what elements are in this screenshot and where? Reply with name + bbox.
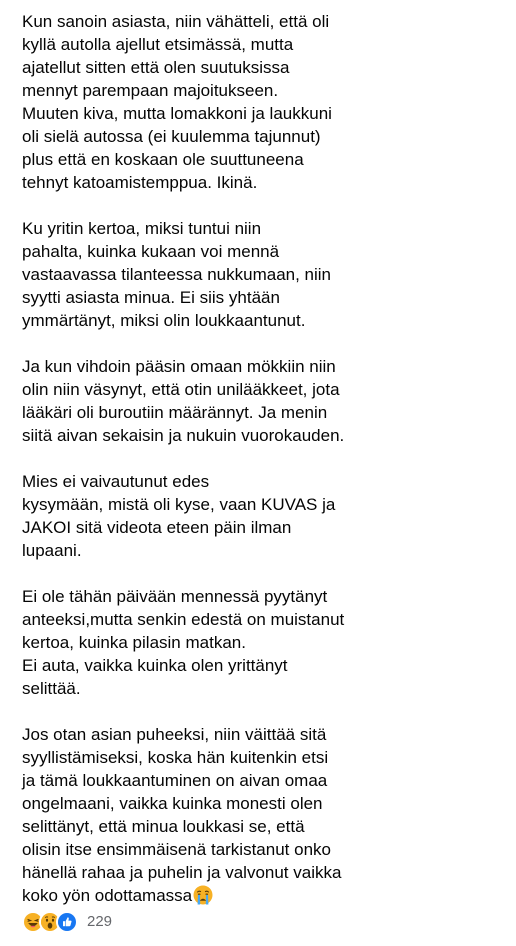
post-text-line: oli sielä autossa (ei kuulemma tajunnut): [22, 127, 321, 146]
post-paragraph: [22, 10, 502, 194]
post-text-line: Ei ole tähän päivään mennessä pyytänyt: [22, 587, 328, 606]
post-text-line: siitä aivan sekaisin ja nukuin vuorokauden.: [22, 426, 345, 445]
post-text-line: anteeksi,mutta senkin edestä on muistanut: [22, 610, 345, 629]
post-text-line: Ku yritin kertoa, miksi tuntui niin: [22, 219, 262, 238]
post-text-line: Jos otan asian puheeksi, niin väittää sitä: [22, 725, 327, 744]
post-text-line: ajatellut sitten että olen suutuksissa: [22, 58, 290, 77]
post-body: [22, 10, 502, 930]
post-paragraph: [22, 470, 502, 562]
post-text-line: lääkäri oli buroutiin määrännyt. Ja menin: [22, 403, 328, 422]
post-text-line: mennyt parempaan majoitukseen.: [22, 81, 279, 100]
post-text-line: Mies ei vaivautunut edes: [22, 472, 210, 491]
post-text-line: olin niin väsynyt, että otin unilääkkeet, jota: [22, 380, 340, 399]
post-paragraph: [22, 585, 502, 700]
reaction-count[interactable]: 229: [87, 913, 113, 930]
post-text-line: pahalta, kuinka kukaan voi mennä: [22, 242, 280, 261]
post-paragraph: [22, 723, 502, 907]
post-text-line: olisin itse ensimmäisenä tarkistanut onko: [22, 840, 331, 859]
crying-face-icon: [193, 885, 213, 905]
post-text-line: vastaavassa tilanteessa nukkumaan, niin: [22, 265, 332, 284]
post-text-line: syytti asiasta minua. Ei siis yhtään: [22, 288, 280, 307]
post-text-line: selittää.: [22, 679, 81, 698]
post-text-line: plus että en koskaan ole suuttuneena: [22, 150, 304, 169]
post-text-line: Ei auta, vaikka kuinka olen yrittänyt: [22, 656, 288, 675]
post-text-line: tehnyt katoamistemppua. Ikinä.: [22, 173, 258, 192]
like-reaction-icon[interactable]: [56, 911, 78, 933]
post-text-line: Ja kun vihdoin pääsin omaan mökkiin niin: [22, 357, 336, 376]
post-text-line: kyllä autolla ajellut etsimässä, mutta: [22, 35, 294, 54]
post-text-line: Kun sanoin asiasta, niin vähätteli, että oli: [22, 12, 330, 31]
post-text-line: Muuten kiva, mutta lomakkoni ja laukkuni: [22, 104, 332, 123]
post-text-line: hänellä rahaa ja puhelin ja valvonut vaikka: [22, 863, 342, 882]
post-paragraph: [22, 217, 502, 332]
post-paragraph: [22, 355, 502, 447]
post-text-line: lupaani.: [22, 541, 82, 560]
post-text-line: ongelmaani, vaikka kuinka monesti olen: [22, 794, 323, 813]
post-text-line: kertoa, kuinka pilasin matkan.: [22, 633, 246, 652]
post-text-line: kysymään, mistä oli kyse, vaan KUVAS ja: [22, 495, 336, 514]
post-text-line: ymmärtänyt, miksi olin loukkaantunut.: [22, 311, 306, 330]
post-text-line: koko yön odottamassa: [22, 884, 502, 907]
post-text-line: ja tämä loukkaantuminen on aivan omaa: [22, 771, 328, 790]
reactions-bar[interactable]: [22, 911, 112, 933]
post-text-line: syyllistämiseksi, koska hän kuitenkin etsi: [22, 748, 329, 767]
post-text-line: selittänyt, että minua loukkasi se, että: [22, 817, 305, 836]
post-text-line: JAKOI sitä videota eteen päin ilman: [22, 518, 292, 537]
